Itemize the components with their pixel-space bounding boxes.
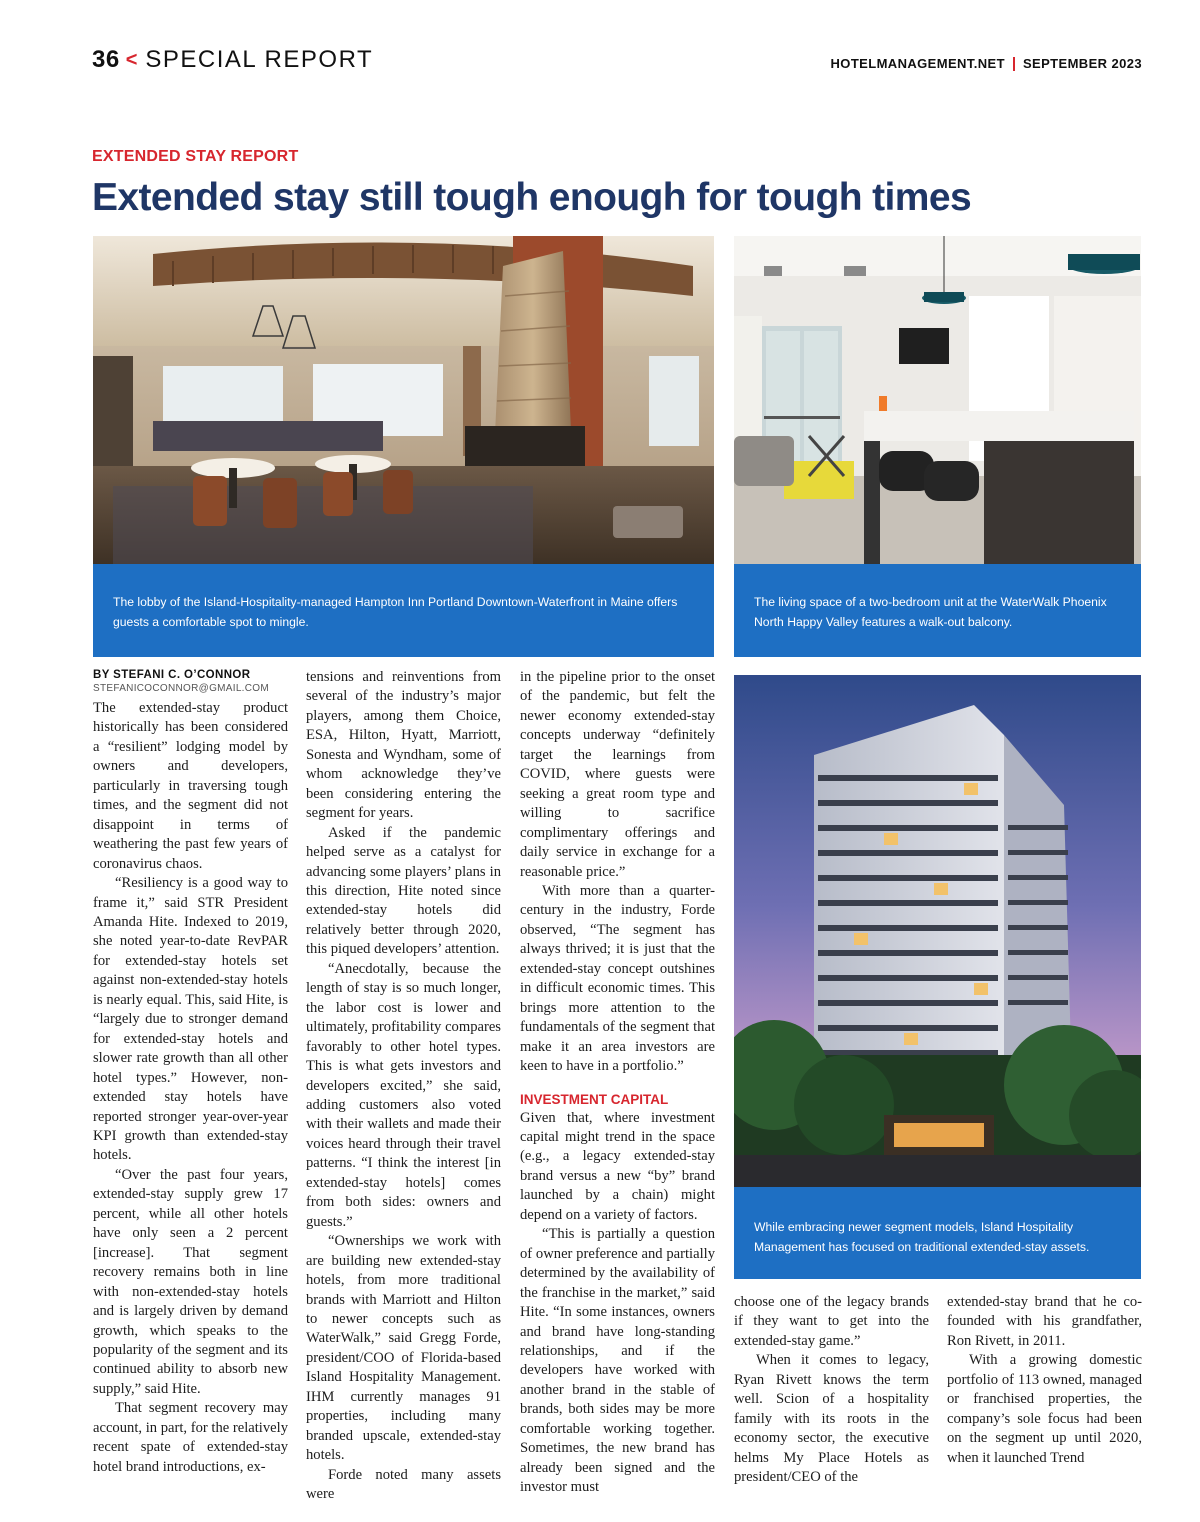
section-name: SPECIAL REPORT	[145, 46, 374, 73]
chevron-left-icon: <	[125, 48, 138, 71]
page-header-left	[92, 46, 373, 74]
header-divider	[1013, 57, 1015, 71]
page-number: 36	[92, 46, 120, 73]
living-caption-box	[734, 564, 1141, 657]
paragraph: in the pipeline prior to the onset of the pandemic, but felt the newer economy extended-stay concepts underway “definitely target the learnings from COVID, where guests were seeking a great room type and willing to sacrifice complimentary offerings and daily service in exchange for a reasonable price.”	[520, 669, 715, 880]
tower-caption: While embracing newer segment models, Island Hospitality Management has focused on traditional extended-stay assets.	[754, 1220, 1090, 1254]
article-kicker: EXTENDED STAY REPORT	[92, 148, 299, 165]
subhead-investment-capital: INVESTMENT CAPITAL	[520, 1091, 669, 1107]
paragraph: choose one of the legacy brands if they want to get into the extended-stay game.”	[734, 1294, 929, 1349]
lobby-illustration	[93, 236, 714, 564]
paragraph: “Anecdotally, because the length of stay is so much longer, the labor cost is lower and ultimately, profitability compares favorably to other hotel types. This is what gets investors and developers excited,” she said, adding customers also voted with their wallets and made their voices heard through their travel patterns. “I think the interest [in extended-stay hotels] comes from both sides: owners and guests.”	[306, 960, 501, 1230]
article-column-3	[520, 668, 715, 1498]
paragraph: extended-stay brand that he co-founded with his grandfather, Ron Rivett, in 2011.	[947, 1294, 1142, 1349]
lobby-caption: The lobby of the Island-Hospitality-managed Hampton Inn Portland Downtown-Waterfront in Maine offers guests a comfortable spot to mingle.	[113, 595, 678, 629]
article-headline: Extended stay still tough enough for tough times	[92, 176, 972, 219]
paragraph: Forde noted many assets were	[306, 1466, 501, 1503]
tower-caption-box	[734, 1187, 1141, 1279]
author-email: STEFANICOCONNOR@GMAIL.COM	[93, 683, 269, 694]
paragraph: Asked if the pandemic helped serve as a catalyst for advancing some players’ plans in this direction, Hite noted since extended-stay hotels did relatively better through 2020, this piqued developers’ attention.	[306, 824, 501, 958]
paragraph: When it comes to legacy, Ryan Rivett knows the term well. Scion of a hospitality family with its roots in the economy sector, the executive helms My Place Hotels as president/CEO of the	[734, 1352, 929, 1486]
article-column-5	[947, 1293, 1142, 1468]
article-column-2	[306, 668, 501, 1504]
tower-illustration	[734, 675, 1141, 1187]
page-header-right	[831, 56, 1142, 71]
living-room-illustration	[734, 236, 1141, 564]
site-name: HOTELMANAGEMENT.NET	[830, 56, 1005, 71]
paragraph: With a growing domestic portfolio of 113 owned, managed or franchised properties, the company’s sole focus had been on the segment up until 2020, when it launched Trend	[947, 1352, 1142, 1466]
paragraph: “This is partially a question of owner preference and partially determined by the availability of the franchise in the market,” said Hite. “In some instances, owners and brand have long-standing relationships, and if the developers have worked with another brand in the stable of brands, both sides may be more comfortable working together. Sometimes, the new brand has already been signed and the investor must	[520, 1226, 715, 1496]
paragraph: Given that, where investment capital might trend in the space (e.g., a legacy extended-stay brand versus a new “by” brand launched by a chain) might depend on a variety of factors.	[520, 1109, 715, 1223]
paragraph: tensions and reinventions from several of the industry’s major players, among them Choice, ESA, Hilton, Hyatt, Marriott, Sonesta and Wyndham, some of whom acknowledge they’ve been considering entering the segment for years.	[306, 669, 501, 822]
issue-date: SEPTEMBER 2023	[1022, 56, 1142, 71]
paragraph: “Over the past four years, extended-stay supply grew 17 percent, while all other hotels have only seen a 2 percent [increase]. That segment recovery remains both in line with non-extended-stay hotels and is largely driven by demand growth, which speaks to the popularity of the segment and its continued ability to absorb new supply,” said Hite.	[93, 1166, 288, 1397]
paragraph: With more than a quarter-century in the industry, Forde observed, “The segment has always thrived; it is just that the extended-stay concept outshines in difficult economic times. This brings more attention to the fundamentals of the segment that make it an area investors are keen to have in a portfolio.”	[520, 882, 715, 1075]
living-caption: The living space of a two-bedroom unit at the WaterWalk Phoenix North Happy Valley features a walk-out balcony.	[754, 595, 1107, 629]
article-column-1	[93, 668, 288, 1477]
paragraph: That segment recovery may account, in part, for the relatively recent spate of extended-stay hotel brand introductions, ex-	[93, 1400, 288, 1475]
article-column-4	[734, 1293, 929, 1488]
lobby-caption-box	[93, 564, 714, 657]
lobby-photo	[93, 236, 714, 564]
byline: BY STEFANI C. O’CONNOR	[93, 669, 251, 681]
living-room-photo	[734, 236, 1141, 564]
tower-photo	[734, 675, 1141, 1187]
paragraph: “Resiliency is a good way to frame it,” said STR President Amanda Hite. Indexed to 2019, she noted year-to-date RevPAR for extended-stay hotels set against non-extended-stay hotels is nearly equal. This, said Hite, is “largely due to stronger demand for extended-stay hotels and slower rate growth than all other hotel types.” However, non-extended stay hotels have reported stronger year-over-year KPI growth than extended-stay hotels.	[93, 875, 288, 1164]
paragraph: The extended-stay product historically has been considered a “resilient” lodging model by owners and developers, particularly in traversing tough times, and the segment did not disappoint in terms of weathering the past few years of coronavirus chaos.	[93, 700, 288, 872]
paragraph: “Ownerships we work with are building new extended-stay hotels, from more traditional brands with Marriott and Hilton to newer concepts such as WaterWalk,” said Gregg Forde, president/COO of Florida-based Island Hospitality Management. IHM currently manages 91 properties, including many branded upscale, extended-stay hotels.	[306, 1233, 501, 1464]
